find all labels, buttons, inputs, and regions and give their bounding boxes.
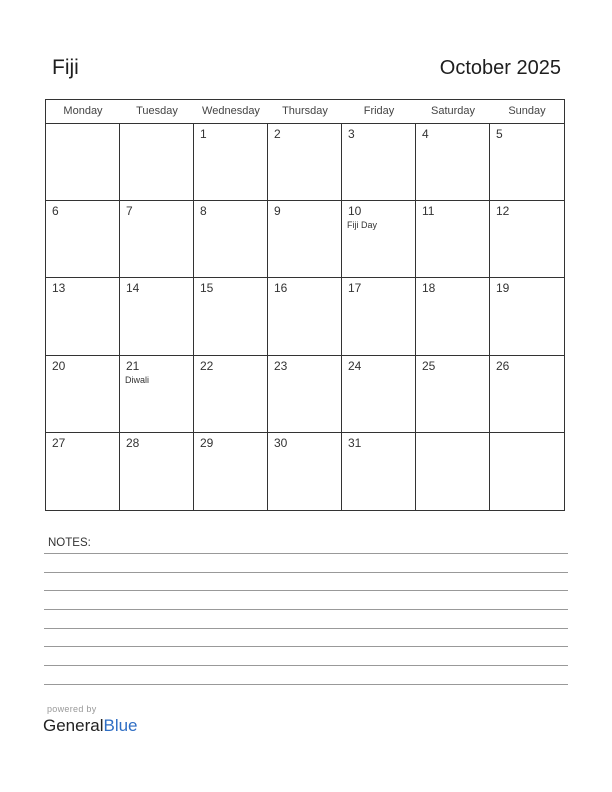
weekday-header-row [46, 100, 564, 124]
day-number: 17 [348, 281, 362, 296]
notes-line [44, 609, 568, 610]
day-number: 18 [422, 281, 436, 296]
day-cell [120, 278, 194, 355]
notes-line [44, 665, 568, 666]
day-cell [342, 356, 416, 433]
day-number: 28 [126, 435, 140, 450]
month-year-title: October 2025 [439, 57, 561, 79]
day-number: 7 [126, 204, 133, 219]
day-number: 3 [348, 127, 355, 141]
day-number: 24 [348, 358, 362, 373]
calendar-grid [45, 99, 565, 511]
brand-general-text: General [43, 716, 104, 735]
empty-day-cell [416, 433, 490, 510]
day-number: 19 [496, 281, 510, 296]
day-cell [268, 356, 342, 433]
notes-line [44, 572, 568, 573]
day-cell [194, 433, 268, 510]
country-title: Fiji [52, 56, 79, 79]
holiday-label: Diwali [125, 374, 150, 385]
day-cell [490, 278, 564, 355]
holiday-label: Fiji Day [347, 220, 378, 231]
day-number: 12 [496, 204, 510, 219]
day-number: 15 [200, 281, 214, 296]
weekday-sunday: Sunday [508, 105, 546, 117]
day-cell [120, 433, 194, 510]
day-cell [490, 124, 564, 201]
day-cell [268, 433, 342, 510]
day-cell [268, 124, 342, 201]
day-cell [342, 278, 416, 355]
notes-line [44, 553, 568, 554]
day-cell [46, 278, 120, 355]
day-number: 9 [274, 204, 281, 219]
empty-day-cell [46, 124, 120, 201]
generalblue-logo[interactable] [43, 716, 138, 736]
day-number: 14 [126, 281, 140, 296]
day-cell [342, 433, 416, 510]
day-number: 21 [126, 358, 140, 373]
day-cell [416, 201, 490, 278]
day-number: 16 [274, 281, 288, 296]
day-number: 31 [348, 435, 362, 450]
day-cell [268, 201, 342, 278]
day-cell [342, 201, 416, 278]
day-cell [194, 356, 268, 433]
day-number: 23 [274, 358, 288, 373]
day-number: 22 [200, 358, 214, 373]
day-number: 25 [422, 358, 436, 373]
day-number: 5 [496, 127, 503, 141]
day-number: 11 [422, 204, 435, 219]
day-number: 20 [52, 358, 66, 373]
day-cell [120, 201, 194, 278]
day-number: 4 [422, 127, 429, 141]
day-number: 6 [52, 204, 59, 219]
day-number: 13 [52, 281, 66, 296]
notes-line [44, 628, 568, 629]
powered-by-text: powered by [47, 704, 97, 714]
day-number: 8 [200, 204, 207, 219]
day-number: 26 [496, 358, 510, 373]
notes-line [44, 684, 568, 685]
day-cell [490, 201, 564, 278]
day-cell [416, 124, 490, 201]
day-number: 29 [200, 435, 214, 450]
weekday-thursday: Thursday [282, 105, 328, 117]
weekday-friday: Friday [363, 105, 395, 117]
day-cell [46, 433, 120, 510]
day-cell [342, 124, 416, 201]
day-cell [194, 201, 268, 278]
weekday-monday: Monday [63, 105, 103, 117]
day-cell [120, 356, 194, 433]
brand-blue-text: Blue [103, 716, 138, 735]
weekday-saturday: Saturday [430, 105, 476, 117]
day-cell [416, 278, 490, 355]
weekday-tuesday: Tuesday [136, 105, 178, 117]
day-number: 30 [274, 435, 288, 450]
day-cell [46, 356, 120, 433]
notes-line [44, 646, 568, 647]
day-cell [194, 278, 268, 355]
notes-line [44, 590, 568, 591]
weekday-wednesday: Wednesday [202, 105, 260, 117]
day-number: 10 [348, 204, 362, 219]
empty-day-cell [490, 433, 564, 510]
day-number: 27 [52, 435, 66, 450]
notes-label: NOTES: [48, 537, 91, 549]
day-cells [46, 124, 564, 510]
day-cell [490, 356, 564, 433]
day-cell [194, 124, 268, 201]
day-cell [46, 201, 120, 278]
day-number: 1 [200, 127, 207, 141]
empty-day-cell [120, 124, 194, 201]
day-number: 2 [274, 127, 281, 141]
day-cell [268, 278, 342, 355]
day-cell [416, 356, 490, 433]
